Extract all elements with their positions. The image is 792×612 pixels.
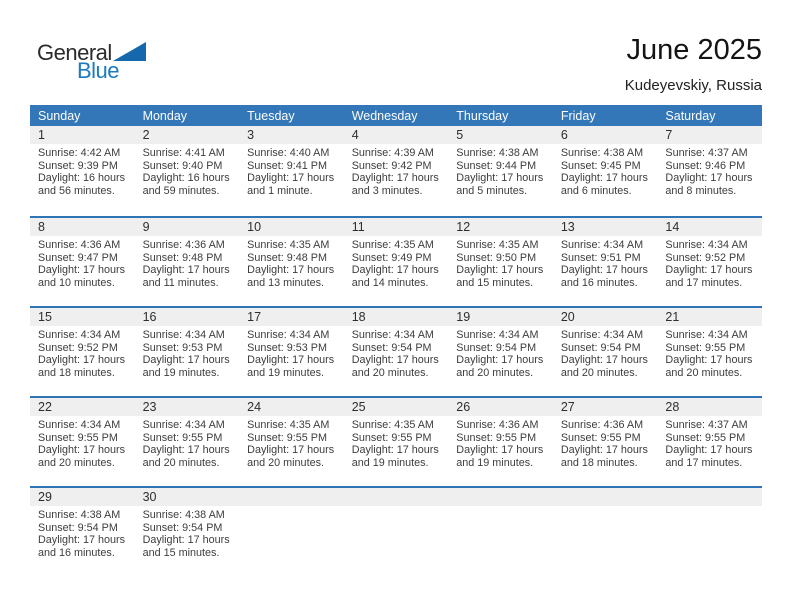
daylight-text-line2: and 20 minutes. bbox=[351, 366, 429, 379]
daylight-text-line2: and 17 minutes. bbox=[665, 456, 743, 469]
day-cell bbox=[657, 218, 762, 306]
sunset-text: Sunset: 9:54 PM bbox=[560, 341, 641, 354]
general-blue-logo bbox=[37, 40, 146, 82]
daylight-text-line1: Daylight: 17 hours bbox=[351, 444, 439, 457]
day-number: 27 bbox=[553, 398, 658, 416]
daylight-text-line2: and 3 minutes. bbox=[351, 184, 423, 197]
sunset-text: Sunset: 9:55 PM bbox=[665, 341, 746, 354]
day-cell bbox=[239, 126, 344, 216]
daylight-text-line2: and 6 minutes. bbox=[560, 184, 632, 197]
day-number: 25 bbox=[344, 398, 449, 416]
sunrise-text: Sunrise: 4:34 AM bbox=[351, 329, 434, 341]
day-cell bbox=[657, 308, 762, 396]
day-cell bbox=[135, 488, 240, 576]
daylight-text-line1: Daylight: 17 hours bbox=[456, 172, 544, 185]
daylight-text-line2: and 8 minutes. bbox=[665, 184, 737, 197]
empty-cell bbox=[239, 488, 344, 576]
sunrise-text: Sunrise: 4:34 AM bbox=[560, 329, 644, 341]
sunset-text: Sunset: 9:46 PM bbox=[665, 159, 746, 172]
day-number: 28 bbox=[657, 398, 762, 416]
weekday-header-wednesday: Wednesday bbox=[351, 108, 418, 123]
logo-text-blue: Blue bbox=[77, 58, 120, 83]
day-cell bbox=[553, 308, 658, 396]
sunrise-text: Sunrise: 4:41 AM bbox=[142, 147, 225, 159]
sunset-text: Sunset: 9:51 PM bbox=[560, 251, 641, 264]
day-number: 6 bbox=[553, 126, 658, 144]
sunset-text: Sunset: 9:55 PM bbox=[560, 431, 641, 444]
daylight-text-line2: and 19 minutes. bbox=[247, 366, 324, 379]
week-row bbox=[30, 216, 762, 306]
daylight-text-line2: and 10 minutes. bbox=[38, 276, 115, 289]
daylight-text-line2: and 14 minutes. bbox=[351, 276, 429, 289]
empty-cell bbox=[657, 488, 762, 576]
empty-day-strip bbox=[239, 488, 344, 506]
day-cell bbox=[553, 126, 658, 216]
daylight-text-line1: Daylight: 17 hours bbox=[560, 354, 648, 367]
daylight-text-line1: Daylight: 17 hours bbox=[247, 172, 335, 185]
sunset-text: Sunset: 9:49 PM bbox=[351, 251, 432, 264]
sunset-text: Sunset: 9:42 PM bbox=[351, 159, 432, 172]
sunset-text: Sunset: 9:55 PM bbox=[665, 431, 746, 444]
sunrise-text: Sunrise: 4:40 AM bbox=[247, 147, 330, 159]
sunrise-text: Sunrise: 4:34 AM bbox=[665, 329, 748, 341]
sunset-text: Sunset: 9:50 PM bbox=[456, 251, 537, 264]
calendar-table bbox=[30, 105, 762, 576]
daylight-text-line2: and 19 minutes. bbox=[351, 456, 429, 469]
daylight-text-line2: and 18 minutes. bbox=[560, 456, 638, 469]
sunset-text: Sunset: 9:53 PM bbox=[247, 341, 327, 354]
day-number: 14 bbox=[657, 218, 762, 236]
sunrise-text: Sunrise: 4:34 AM bbox=[38, 419, 121, 431]
sunset-text: Sunset: 9:54 PM bbox=[456, 341, 537, 354]
calendar-weeks bbox=[30, 126, 762, 576]
daylight-text-line1: Daylight: 17 hours bbox=[560, 444, 648, 457]
daylight-text-line2: and 20 minutes. bbox=[247, 456, 324, 469]
day-number: 4 bbox=[344, 126, 449, 144]
daylight-text-line2: and 13 minutes. bbox=[247, 276, 324, 289]
daylight-text-line2: and 15 minutes. bbox=[456, 276, 534, 289]
daylight-text-line1: Daylight: 16 hours bbox=[38, 172, 126, 185]
daylight-text-line1: Daylight: 17 hours bbox=[142, 444, 230, 457]
daylight-text-line2: and 19 minutes. bbox=[142, 366, 220, 379]
day-number: 20 bbox=[553, 308, 658, 326]
day-number: 16 bbox=[135, 308, 240, 326]
sunrise-text: Sunrise: 4:35 AM bbox=[247, 239, 330, 251]
day-number: 2 bbox=[135, 126, 240, 144]
day-cell bbox=[135, 398, 240, 486]
sunset-text: Sunset: 9:55 PM bbox=[38, 431, 118, 444]
sunrise-text: Sunrise: 4:34 AM bbox=[38, 329, 121, 341]
day-number: 23 bbox=[135, 398, 240, 416]
week-row bbox=[30, 126, 762, 216]
weekday-header-monday: Monday bbox=[142, 108, 188, 123]
empty-day-strip bbox=[657, 488, 762, 506]
sunset-text: Sunset: 9:48 PM bbox=[247, 251, 327, 264]
day-cell bbox=[30, 308, 135, 396]
weekday-header-thursday: Thursday bbox=[456, 108, 509, 123]
sunset-text: Sunset: 9:52 PM bbox=[38, 341, 118, 354]
weekday-header-saturday: Saturday bbox=[665, 108, 716, 123]
day-cell bbox=[30, 398, 135, 486]
weekday-header-friday: Friday bbox=[560, 108, 596, 123]
day-number: 8 bbox=[30, 218, 135, 236]
daylight-text-line1: Daylight: 17 hours bbox=[560, 264, 648, 277]
daylight-text-line2: and 20 minutes. bbox=[142, 456, 220, 469]
sunset-text: Sunset: 9:44 PM bbox=[456, 159, 537, 172]
sunrise-text: Sunrise: 4:35 AM bbox=[456, 239, 539, 251]
day-number: 11 bbox=[344, 218, 449, 236]
day-number: 17 bbox=[239, 308, 344, 326]
day-number: 22 bbox=[30, 398, 135, 416]
sunrise-text: Sunrise: 4:34 AM bbox=[142, 329, 225, 341]
sunrise-text: Sunrise: 4:38 AM bbox=[142, 509, 225, 521]
sunset-text: Sunset: 9:41 PM bbox=[247, 159, 327, 172]
day-cell bbox=[553, 398, 658, 486]
day-number: 7 bbox=[657, 126, 762, 144]
day-number: 26 bbox=[448, 398, 553, 416]
day-number: 24 bbox=[239, 398, 344, 416]
daylight-text-line1: Daylight: 17 hours bbox=[38, 354, 126, 367]
logo-text-general: General bbox=[37, 40, 112, 65]
daylight-text-line2: and 5 minutes. bbox=[456, 184, 528, 197]
daylight-text-line2: and 1 minute. bbox=[247, 184, 313, 197]
day-number: 5 bbox=[448, 126, 553, 144]
sunrise-text: Sunrise: 4:35 AM bbox=[351, 239, 434, 251]
daylight-text-line2: and 15 minutes. bbox=[142, 546, 220, 559]
daylight-text-line1: Daylight: 17 hours bbox=[142, 354, 230, 367]
sunrise-text: Sunrise: 4:34 AM bbox=[456, 329, 539, 341]
daylight-text-line2: and 18 minutes. bbox=[38, 366, 115, 379]
daylight-text-line2: and 19 minutes. bbox=[456, 456, 534, 469]
daylight-text-line1: Daylight: 17 hours bbox=[351, 264, 439, 277]
day-cell bbox=[448, 218, 553, 306]
daylight-text-line1: Daylight: 17 hours bbox=[38, 534, 126, 547]
sunset-text: Sunset: 9:54 PM bbox=[351, 341, 432, 354]
sunrise-text: Sunrise: 4:37 AM bbox=[665, 419, 748, 431]
day-cell bbox=[657, 126, 762, 216]
week-row bbox=[30, 486, 762, 576]
sunset-text: Sunset: 9:52 PM bbox=[665, 251, 746, 264]
day-cell bbox=[30, 126, 135, 216]
sunrise-text: Sunrise: 4:36 AM bbox=[560, 419, 644, 431]
sunset-text: Sunset: 9:54 PM bbox=[38, 521, 118, 534]
weekday-header-sunday: Sunday bbox=[38, 108, 81, 123]
day-cell bbox=[135, 218, 240, 306]
day-cell bbox=[448, 126, 553, 216]
day-cell bbox=[344, 218, 449, 306]
empty-cell bbox=[344, 488, 449, 576]
daylight-text-line2: and 11 minutes. bbox=[142, 276, 219, 289]
sunset-text: Sunset: 9:45 PM bbox=[560, 159, 641, 172]
daylight-text-line1: Daylight: 17 hours bbox=[665, 354, 753, 367]
daylight-text-line1: Daylight: 17 hours bbox=[142, 264, 230, 277]
day-cell bbox=[239, 218, 344, 306]
location-subtitle: Kudeyevskiy, Russia bbox=[624, 77, 762, 94]
day-number: 3 bbox=[239, 126, 344, 144]
sunset-text: Sunset: 9:55 PM bbox=[351, 431, 432, 444]
week-row bbox=[30, 396, 762, 486]
day-cell bbox=[553, 218, 658, 306]
daylight-text-line1: Daylight: 17 hours bbox=[142, 534, 230, 547]
sunset-text: Sunset: 9:47 PM bbox=[38, 251, 118, 264]
day-number: 18 bbox=[344, 308, 449, 326]
day-number: 29 bbox=[30, 488, 135, 506]
day-number: 15 bbox=[30, 308, 135, 326]
sunrise-text: Sunrise: 4:38 AM bbox=[560, 147, 644, 159]
daylight-text-line1: Daylight: 17 hours bbox=[665, 172, 753, 185]
empty-cell bbox=[553, 488, 658, 576]
weekday-header-tuesday: Tuesday bbox=[247, 108, 295, 123]
daylight-text-line1: Daylight: 16 hours bbox=[142, 172, 230, 185]
day-number: 9 bbox=[135, 218, 240, 236]
day-cell bbox=[239, 308, 344, 396]
sunrise-text: Sunrise: 4:35 AM bbox=[247, 419, 330, 431]
sunrise-text: Sunrise: 4:42 AM bbox=[38, 147, 121, 159]
daylight-text-line1: Daylight: 17 hours bbox=[247, 354, 335, 367]
daylight-text-line1: Daylight: 17 hours bbox=[38, 264, 126, 277]
day-number: 21 bbox=[657, 308, 762, 326]
sunrise-text: Sunrise: 4:35 AM bbox=[351, 419, 434, 431]
sunrise-text: Sunrise: 4:37 AM bbox=[665, 147, 748, 159]
daylight-text-line1: Daylight: 17 hours bbox=[247, 264, 335, 277]
sunrise-text: Sunrise: 4:34 AM bbox=[560, 239, 644, 251]
day-number: 30 bbox=[135, 488, 240, 506]
daylight-text-line2: and 16 minutes. bbox=[560, 276, 638, 289]
sunrise-text: Sunrise: 4:38 AM bbox=[456, 147, 539, 159]
day-cell bbox=[344, 308, 449, 396]
day-cell bbox=[135, 308, 240, 396]
daylight-text-line2: and 17 minutes. bbox=[665, 276, 743, 289]
day-number: 19 bbox=[448, 308, 553, 326]
day-cell bbox=[135, 126, 240, 216]
daylight-text-line2: and 56 minutes. bbox=[38, 184, 115, 197]
day-cell bbox=[344, 398, 449, 486]
sunrise-text: Sunrise: 4:36 AM bbox=[456, 419, 539, 431]
empty-day-strip bbox=[553, 488, 658, 506]
daylight-text-line1: Daylight: 17 hours bbox=[247, 444, 335, 457]
sunset-text: Sunset: 9:55 PM bbox=[456, 431, 537, 444]
sunset-text: Sunset: 9:48 PM bbox=[142, 251, 223, 264]
daylight-text-line1: Daylight: 17 hours bbox=[665, 444, 753, 457]
weekday-header-row bbox=[30, 105, 762, 126]
sunset-text: Sunset: 9:55 PM bbox=[247, 431, 327, 444]
daylight-text-line1: Daylight: 17 hours bbox=[456, 264, 544, 277]
day-cell bbox=[344, 126, 449, 216]
daylight-text-line1: Daylight: 17 hours bbox=[456, 444, 544, 457]
daylight-text-line1: Daylight: 17 hours bbox=[351, 172, 439, 185]
sunrise-text: Sunrise: 4:39 AM bbox=[351, 147, 434, 159]
daylight-text-line1: Daylight: 17 hours bbox=[560, 172, 648, 185]
daylight-text-line2: and 16 minutes. bbox=[38, 546, 115, 559]
daylight-text-line2: and 20 minutes. bbox=[560, 366, 638, 379]
empty-day-strip bbox=[344, 488, 449, 506]
daylight-text-line1: Daylight: 17 hours bbox=[38, 444, 126, 457]
day-cell bbox=[657, 398, 762, 486]
week-row bbox=[30, 306, 762, 396]
daylight-text-line2: and 20 minutes. bbox=[456, 366, 534, 379]
sunrise-text: Sunrise: 4:38 AM bbox=[38, 509, 121, 521]
sunset-text: Sunset: 9:55 PM bbox=[142, 431, 223, 444]
day-number: 12 bbox=[448, 218, 553, 236]
day-cell bbox=[30, 488, 135, 576]
sunset-text: Sunset: 9:53 PM bbox=[142, 341, 223, 354]
day-number: 1 bbox=[30, 126, 135, 144]
day-cell bbox=[30, 218, 135, 306]
sunset-text: Sunset: 9:40 PM bbox=[142, 159, 223, 172]
sunrise-text: Sunrise: 4:36 AM bbox=[38, 239, 121, 251]
day-cell bbox=[448, 398, 553, 486]
page-title: June 2025 bbox=[626, 34, 762, 66]
sunrise-text: Sunrise: 4:34 AM bbox=[665, 239, 748, 251]
empty-cell bbox=[448, 488, 553, 576]
day-cell bbox=[239, 398, 344, 486]
daylight-text-line1: Daylight: 17 hours bbox=[665, 264, 753, 277]
day-number: 10 bbox=[239, 218, 344, 236]
empty-day-strip bbox=[448, 488, 553, 506]
sunrise-text: Sunrise: 4:34 AM bbox=[247, 329, 330, 341]
day-cell bbox=[448, 308, 553, 396]
daylight-text-line1: Daylight: 17 hours bbox=[351, 354, 439, 367]
daylight-text-line2: and 59 minutes. bbox=[142, 184, 220, 197]
day-number: 13 bbox=[553, 218, 658, 236]
sunrise-text: Sunrise: 4:36 AM bbox=[142, 239, 225, 251]
daylight-text-line2: and 20 minutes. bbox=[38, 456, 115, 469]
sunset-text: Sunset: 9:54 PM bbox=[142, 521, 223, 534]
daylight-text-line1: Daylight: 17 hours bbox=[456, 354, 544, 367]
sunrise-text: Sunrise: 4:34 AM bbox=[142, 419, 225, 431]
sunset-text: Sunset: 9:39 PM bbox=[38, 159, 118, 172]
daylight-text-line2: and 20 minutes. bbox=[665, 366, 743, 379]
